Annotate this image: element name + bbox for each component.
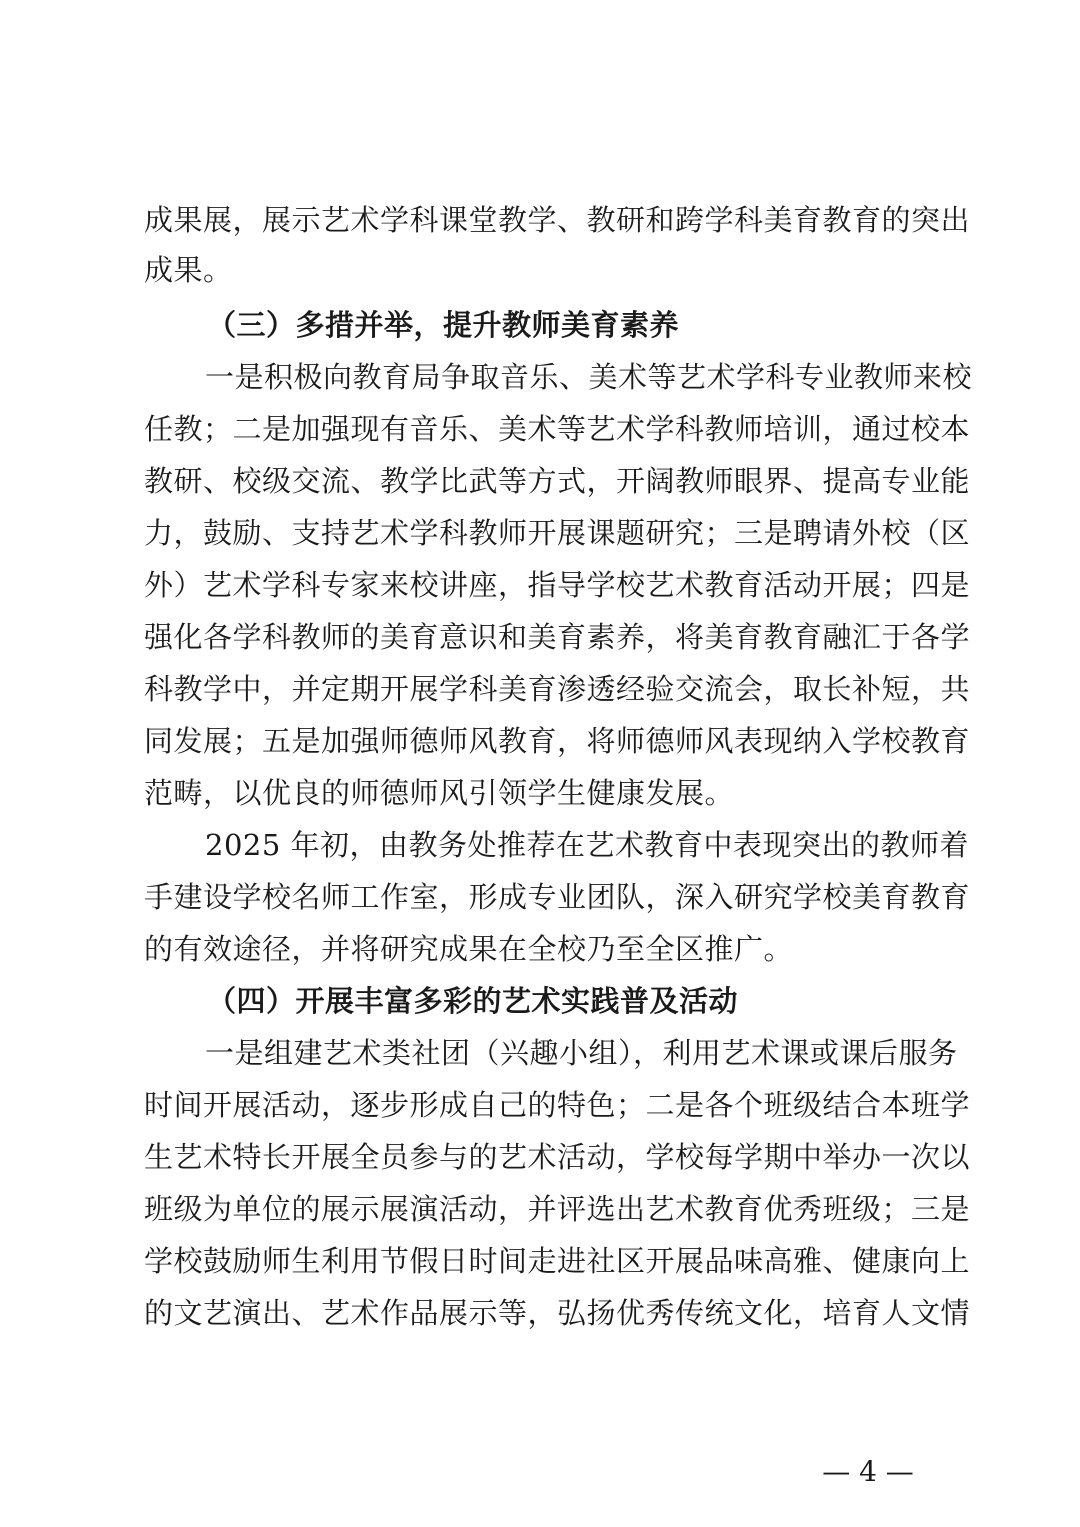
- body-text-line: 范畴，以优良的师德师风引领学生健康发展。: [144, 776, 735, 810]
- body-text-line: 手建设学校名师工作室，形成专业团队，深入研究学校美育教育: [144, 880, 971, 914]
- body-text-line: 生艺术特长开展全员参与的艺术活动，学校每学期中举办一次以: [144, 1140, 971, 1174]
- body-text-line: 的有效途径，并将研究成果在全校乃至全区推广。: [144, 932, 794, 966]
- body-text-line: 2025 年初，由教务处推荐在艺术教育中表现突出的教师着: [205, 828, 970, 862]
- section-heading-3: （三）多措并举，提升教师美育素养: [207, 308, 680, 342]
- section-heading-4: （四）开展丰富多彩的艺术实践普及活动: [207, 984, 739, 1018]
- body-text-line: 一是积极向教育局争取音乐、美术等艺术学科专业教师来校: [205, 360, 973, 394]
- body-text-line: 科教学中，并定期开展学科美育渗透经验交流会，取长补短，共: [144, 672, 971, 706]
- body-text-line: 任教；二是加强现有音乐、美术等艺术学科教师培训，通过校本: [144, 412, 971, 446]
- body-text-line: 成果。: [144, 253, 233, 287]
- page-number: — 4 —: [822, 1455, 914, 1488]
- body-text-line: 一是组建艺术类社团（兴趣小组），利用艺术课或课后服务: [205, 1036, 958, 1070]
- body-text-line: 成果展，展示艺术学科课堂教学、教研和跨学科美育教育的突出: [144, 203, 971, 237]
- body-text-line: 力，鼓励、支持艺术学科教师开展课题研究；三是聘请外校（区: [144, 516, 971, 550]
- body-text-line: 时间开展活动，逐步形成自己的特色；二是各个班级结合本班学: [144, 1088, 971, 1122]
- body-text-line: 外）艺术学科专家来校讲座，指导学校艺术教育活动开展；四是: [144, 568, 971, 602]
- body-text-line: 的文艺演出、艺术作品展示等，弘扬优秀传统文化，培育人文情: [144, 1296, 971, 1330]
- body-text-line: 学校鼓励师生利用节假日时间走进社区开展品味高雅、健康向上: [144, 1244, 971, 1278]
- body-text-line: 教研、校级交流、教学比武等方式，开阔教师眼界、提高专业能: [144, 464, 971, 498]
- body-text-line: 班级为单位的展示展演活动，并评选出艺术教育优秀班级；三是: [144, 1192, 971, 1226]
- body-text-line: 强化各学科教师的美育意识和美育素养，将美育教育融汇于各学: [144, 620, 971, 654]
- body-text-line: 同发展；五是加强师德师风教育，将师德师风表现纳入学校教育: [144, 724, 971, 758]
